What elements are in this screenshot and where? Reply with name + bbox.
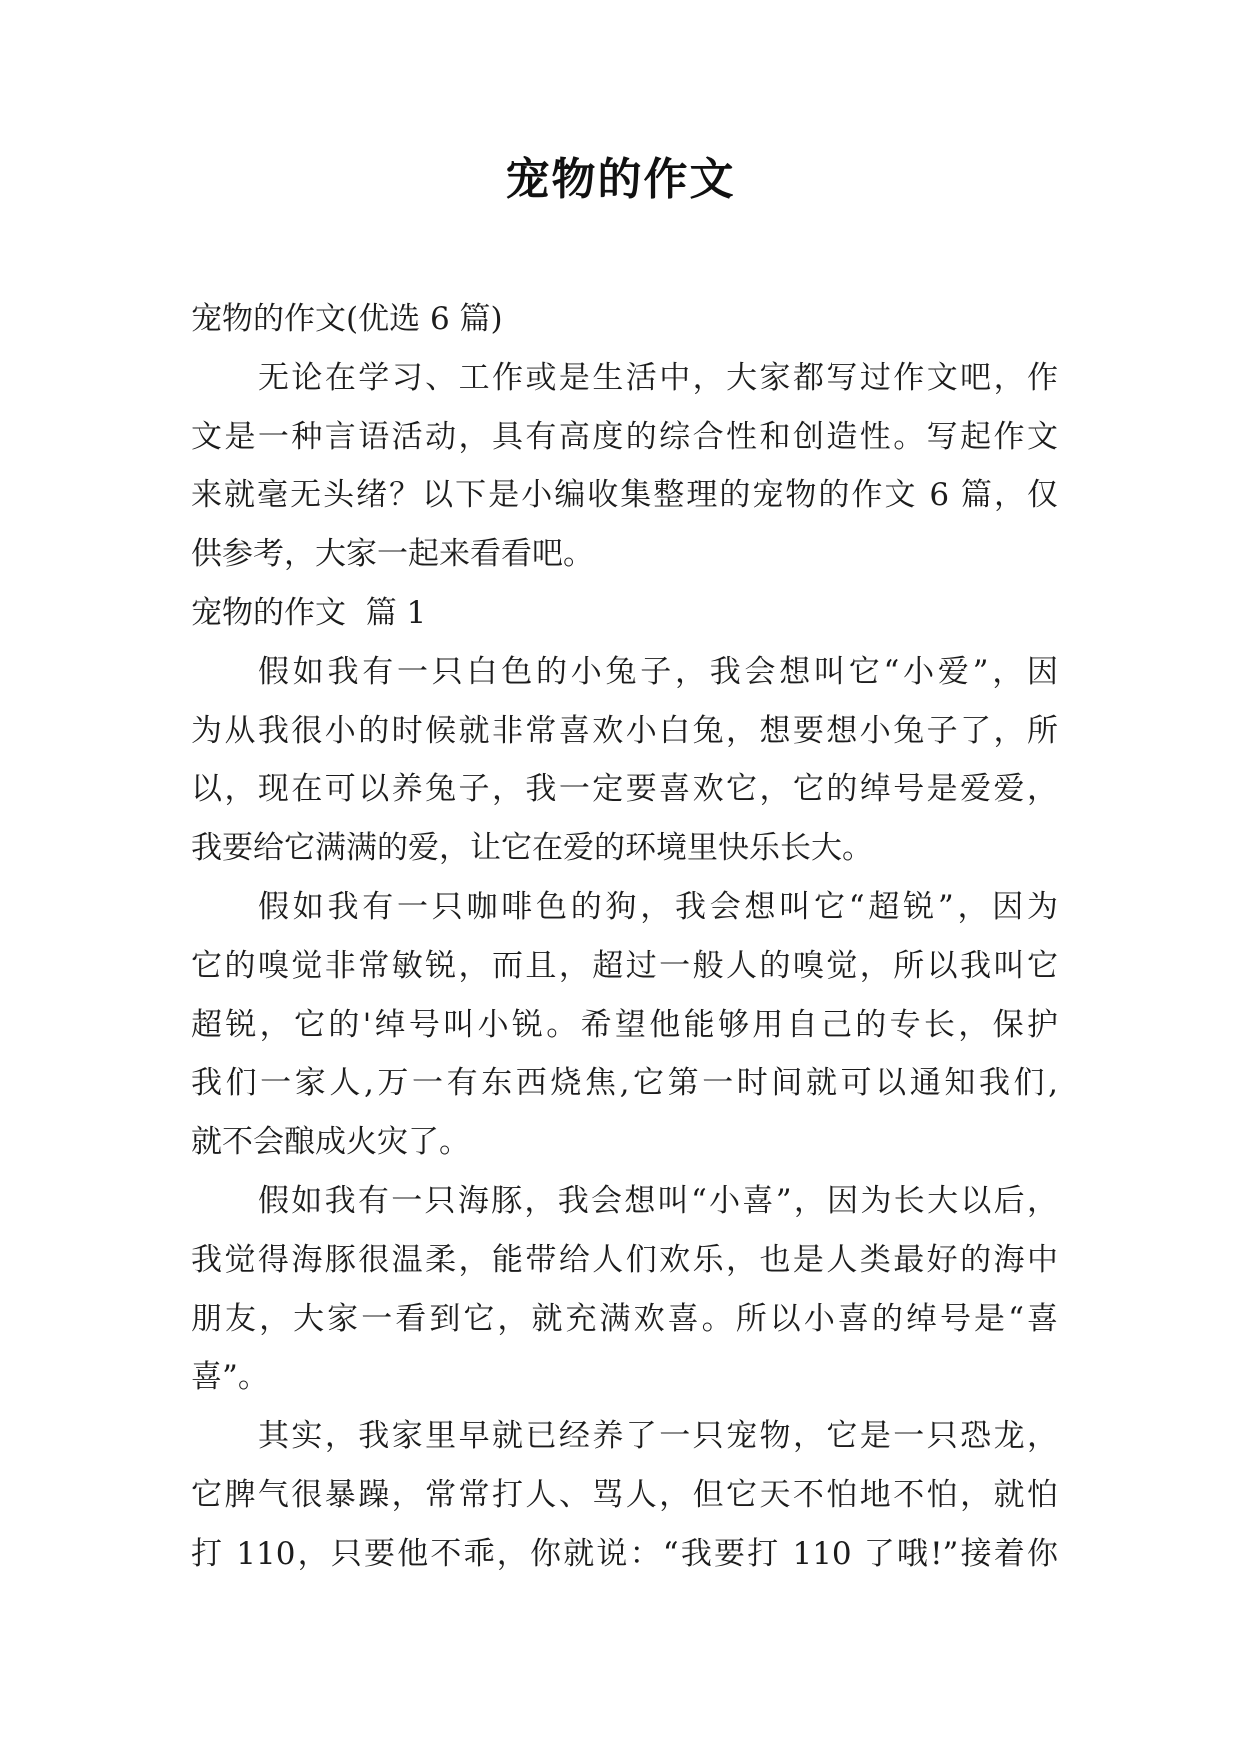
paragraph: [191, 643, 1058, 878]
text-line: 来就毫无头绪？以下是小编收集整理的宠物的作文 6 篇，仅: [191, 477, 1058, 514]
text-line: 超锐，它的'绰号叫小锐。希望他能够用自己的专长，保护: [191, 1006, 1058, 1043]
text-line: 我要给它满满的爱，让它在爱的环境里快乐长大。: [191, 830, 873, 867]
paragraph: [191, 878, 1058, 1172]
text-line: 假如我有一只白色的小兔子，我会想叫它“小爱”，因: [258, 653, 1058, 690]
text-line: 无论在学习、工作或是生活中，大家都写过作文吧，作: [258, 359, 1058, 396]
text-line: 就不会酿成火灾了。: [191, 1124, 470, 1161]
text-line: 假如我有一只咖啡色的狗，我会想叫它“超锐”，因为: [258, 888, 1058, 925]
text-line: 朋友，大家一看到它，就充满欢喜。所以小喜的绰号是“喜: [191, 1300, 1058, 1337]
text-line: 它脾气很暴躁，常常打人、骂人，但它天不怕地不怕，就怕: [191, 1476, 1058, 1513]
text-line: 文是一种言语活动，具有高度的综合性和创造性。写起作文: [191, 418, 1058, 455]
text-line: 其实，我家里早就已经养了一只宠物，它是一只恐龙，: [258, 1418, 1058, 1455]
text-line: 喜”。: [191, 1359, 269, 1396]
section-heading: 宠物的作文 篇 1: [191, 594, 427, 631]
text-line: 打 110，只要他不乖，你就说：“我要打 110 了哦!”接着你: [191, 1535, 1058, 1572]
text-line: 为从我很小的时候就非常喜欢小白兔，想要想小兔子了，所: [191, 712, 1058, 749]
text-line: 我觉得海豚很温柔，能带给人们欢乐，也是人类最好的海中: [191, 1241, 1058, 1278]
intro-paragraph: [191, 349, 1058, 584]
text-line: 假如我有一只海豚，我会想叫“小喜”，因为长大以后，: [258, 1182, 1058, 1219]
text-line: 供参考，大家一起来看看吧。: [191, 536, 594, 573]
text-line: 以，现在可以养兔子，我一定要喜欢它，它的绰号是爱爱，: [191, 771, 1058, 808]
text-line: 我们一家人,万一有东西烧焦,它第一时间就可以通知我们,: [191, 1065, 1058, 1102]
page-title: 宠物的作文: [505, 154, 736, 205]
paragraph: [191, 1407, 1058, 1583]
document-body: [191, 290, 1058, 1584]
text-line: 它的嗅觉非常敏锐，而且，超过一般人的嗅觉，所以我叫它: [191, 947, 1058, 984]
collection-heading: 宠物的作文(优选 6 篇): [191, 301, 503, 337]
paragraph: [191, 1172, 1058, 1407]
